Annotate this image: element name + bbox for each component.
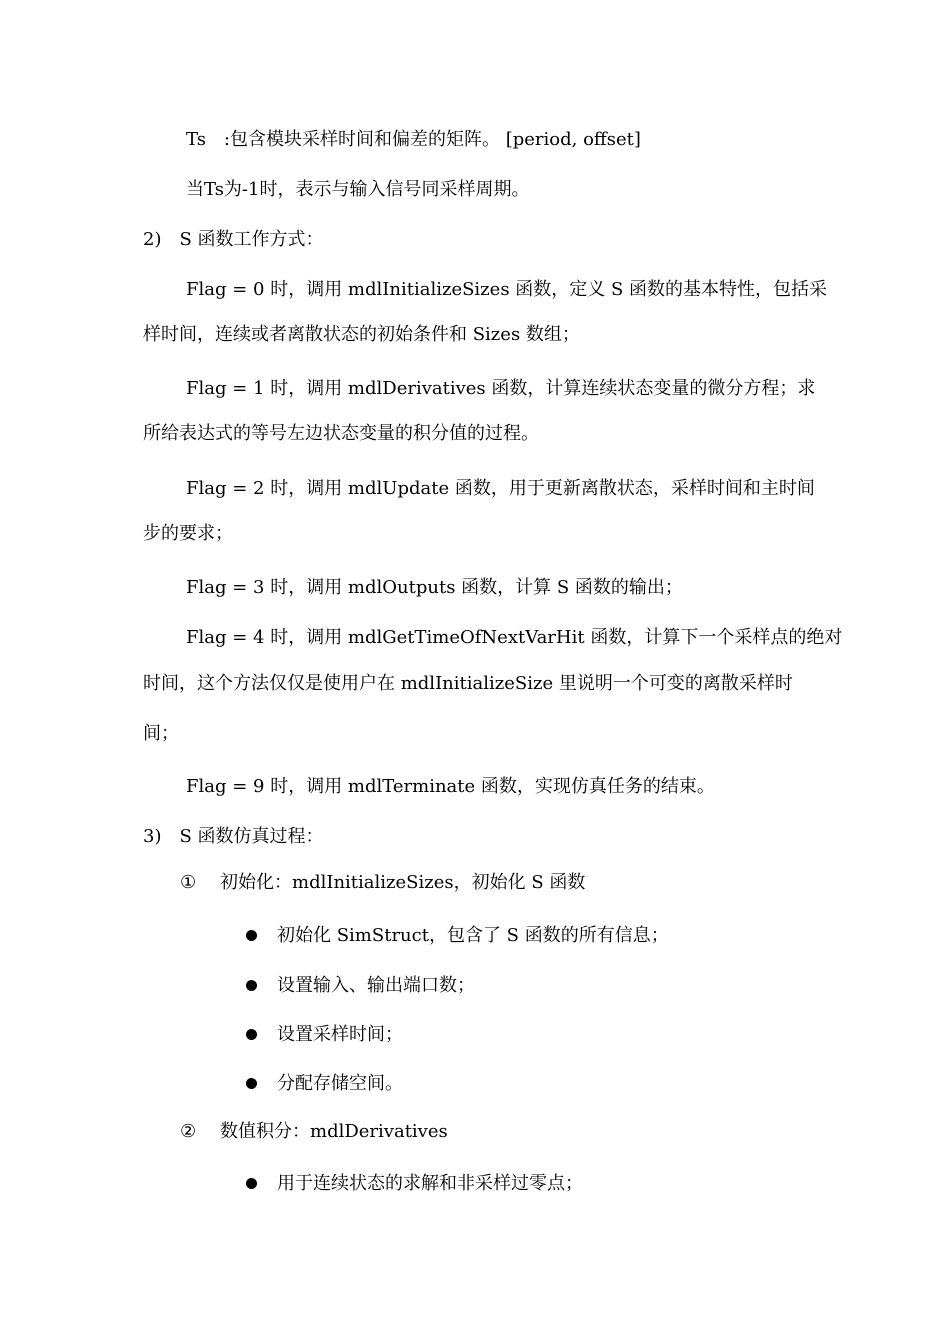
flag4-line-1: Flag = 4 时，调用 mdlGetTimeOfNextVarHit 函数，计算下一个采样点的绝对 bbox=[186, 627, 843, 648]
flag0-line-2: 样时间，连续或者离散状态的初始条件和 Sizes 数组； bbox=[143, 324, 580, 345]
section-2-heading: 2) S 函数工作方式： bbox=[143, 229, 324, 250]
flag0-line-1: Flag = 0 时，调用 mdlInitializeSizes 函数，定义 S 函数的基本特性，包括采 bbox=[186, 279, 828, 300]
step-1-text: 初始化：mdlInitializeSizes，初始化 S 函数 bbox=[220, 872, 586, 893]
section-3-heading: 3) S 函数仿真过程： bbox=[143, 826, 324, 847]
step-2-text: 数值积分：mdlDerivatives bbox=[220, 1121, 448, 1142]
bullet-item-storage: 分配存储空间。 bbox=[277, 1073, 403, 1094]
step-1-marker: ① bbox=[180, 872, 197, 893]
bullet-dot bbox=[246, 980, 257, 991]
flag4-line-2: 时间，这个方法仅仅是使用户在 mdlInitializeSize 里说明一个可变的离散采样时 bbox=[143, 673, 793, 694]
flag1-line-2: 所给表达式的等号左边状态变量的积分值的过程。 bbox=[143, 423, 539, 444]
ts-note: 当Ts为-1时，表示与输入信号同采样周期。 bbox=[186, 179, 530, 200]
bullet-dot bbox=[246, 1078, 257, 1089]
bullet-dot bbox=[246, 930, 257, 941]
flag2-line-2: 步的要求； bbox=[143, 523, 233, 544]
bullet-item-sample-time: 设置采样时间； bbox=[277, 1024, 403, 1045]
flag9-line: Flag = 9 时，调用 mdlTerminate 函数，实现仿真任务的结束。 bbox=[186, 776, 715, 797]
flag1-line-1: Flag = 1 时，调用 mdlDerivatives 函数，计算连续状态变量的微分方程；求 bbox=[186, 378, 816, 399]
bullet-item-simstruct: 初始化 SimStruct，包含了 S 函数的所有信息； bbox=[277, 925, 669, 946]
bullet-item-ports: 设置输入、输出端口数； bbox=[277, 975, 475, 996]
bullet-item-continuous: 用于连续状态的求解和非采样过零点； bbox=[277, 1173, 583, 1194]
flag4-line-3: 间； bbox=[143, 723, 179, 744]
flag3-line: Flag = 3 时，调用 mdlOutputs 函数，计算 S 函数的输出； bbox=[186, 577, 683, 598]
flag2-line-1: Flag = 2 时，调用 mdlUpdate 函数，用于更新离散状态，采样时间和主时间 bbox=[186, 478, 815, 499]
step-2-marker: ② bbox=[180, 1121, 197, 1142]
ts-definition: Ts :包含模块采样时间和偏差的矩阵。 [period, offset] bbox=[186, 129, 641, 150]
bullet-dot bbox=[246, 1029, 257, 1040]
bullet-dot bbox=[246, 1178, 257, 1189]
